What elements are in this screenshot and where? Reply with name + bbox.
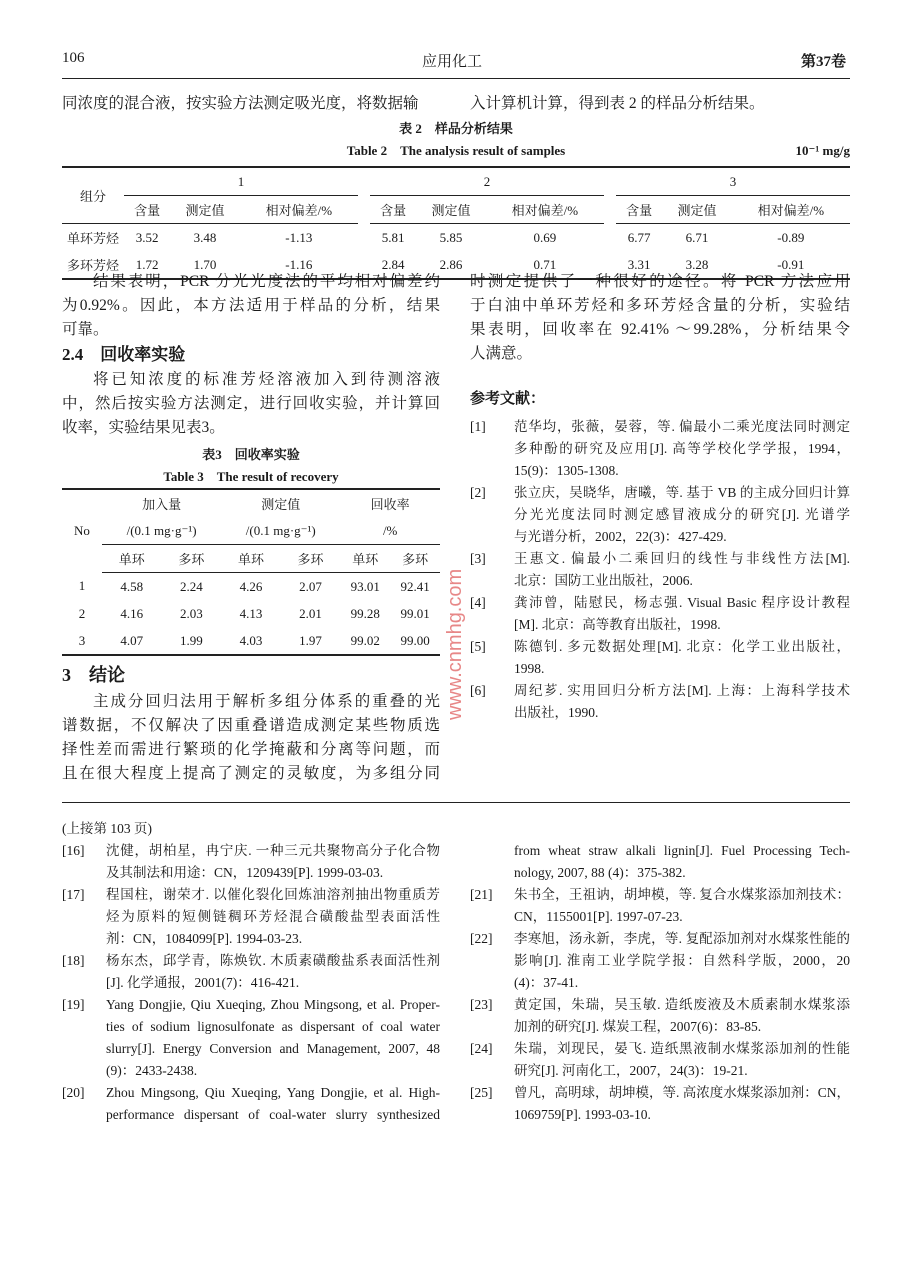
table-cell: 5.81: [381, 229, 405, 245]
reference-line: nology, 2007, 88 (4)：375-382.: [514, 865, 686, 880]
table-2-subheader: 测定值: [170, 196, 239, 224]
paragraph-line: 时测定提供了一种很好的途径。将 PCR 方法应用: [470, 273, 850, 290]
reference-line: 范华均，张薇，晏蓉，等. 偏最小二乘光度法同时测定: [514, 419, 850, 434]
table-cell: 99.28: [350, 605, 380, 621]
reference-line: 朱书全，王祖讷，胡坤模，等. 复合水煤浆添加剂技术：: [514, 887, 850, 902]
reference-item: [62, 1082, 440, 1126]
reference-item: [62, 884, 440, 950]
table-cell: 3.31: [627, 256, 651, 272]
reference-item: [470, 636, 850, 680]
reference-number: [18]: [62, 953, 85, 968]
reference-item: [470, 884, 850, 928]
group-unit: /(0.1 mg·g⁻¹): [221, 517, 340, 545]
group-label: 加入量: [142, 497, 182, 512]
reference-line: 影响[J]. 淮南工业学院学报：自然科学版，2000，20: [514, 953, 850, 968]
table-cell: 2.07: [299, 578, 322, 594]
row-label: 多环芳烃: [66, 258, 119, 273]
table-cell: 1.70: [193, 256, 217, 272]
paragraph-line: 于白油中单环芳烃和多环芳烃含量的分析，实验结: [470, 297, 850, 314]
journal-name: 应用化工: [421, 54, 482, 70]
paragraph-line: 主成分回归法用于解析多组分体系的重叠的光: [93, 693, 440, 710]
reference-number: [3]: [470, 551, 486, 566]
paragraph-line: 果表明，回收率在 92.41% ～99.28%，分析结果令: [470, 321, 850, 338]
group-unit: /%: [340, 517, 440, 545]
reference-item: [470, 548, 850, 592]
reference-number: [6]: [470, 683, 486, 698]
table-3-title-cn: 表3 回收率实验: [202, 447, 300, 462]
reference-number: [5]: [470, 639, 486, 654]
section-heading-2-4: 2.4 回收率实验: [62, 345, 186, 364]
table-cell: 99.02: [350, 632, 380, 648]
reference-line: 与光谱分析，2002，22(3)：427-429.: [514, 529, 727, 544]
intro-right: 入计算机计算，得到表 2 的样品分析结果。: [470, 95, 765, 112]
table-3: [62, 444, 440, 656]
table-2-subheader: 测定值: [416, 196, 485, 224]
intro-left: 同浓度的混合液，按实验方法测定吸光度，将数据输: [62, 95, 419, 112]
table-row: [62, 224, 850, 252]
reference-item: [62, 950, 440, 994]
table-cell: 2.01: [299, 605, 322, 621]
table-3-subheader: 多环: [162, 545, 222, 573]
table-2-subheader: 测定值: [662, 196, 731, 224]
table-2-subheader: 含量: [616, 196, 662, 224]
table-cell: 4.16: [120, 605, 144, 621]
row-label: 单环芳烃: [66, 231, 119, 246]
table-2-subheader: 含量: [124, 196, 170, 224]
reference-line: [J]. 化学通报，2001(7)：416-421.: [106, 975, 300, 990]
table-cell: 3.52: [135, 229, 159, 245]
reference-number: [1]: [470, 419, 486, 434]
header-rule: [62, 78, 850, 79]
group-label: 回收率: [370, 497, 410, 512]
table-cell: 4.26: [239, 578, 263, 594]
reference-item: [470, 1082, 850, 1126]
table-3-subheader: 多环: [281, 545, 341, 573]
page-number: 106: [62, 50, 85, 66]
reference-line: [M]. 北京：高等教育出版社，1998.: [514, 617, 721, 632]
table-cell: -1.16: [285, 256, 313, 272]
continued-left: [62, 818, 440, 1126]
reference-line: 多种酚的研究及应用[J]. 高等学校化学学报，1994，: [514, 441, 850, 456]
section-heading-3: 3 结论: [62, 665, 125, 685]
table-2-title-cn: 表 2 样品分析结果: [399, 121, 513, 136]
table-cell: 4.13: [239, 605, 263, 621]
reference-line: ties of sodium lignosulfonate as dispersant of coal water: [106, 1019, 440, 1034]
reference-number: [21]: [470, 887, 493, 902]
reference-line: 出版社，1990.: [514, 705, 599, 720]
group-unit: /(0.1 mg·g⁻¹): [102, 517, 221, 545]
reference-item: [62, 994, 440, 1082]
watermark: www.cnmhg.com: [444, 568, 466, 720]
reference-line: 曾凡，高明球，胡坤模，等. 高浓度水煤浆添加剂：CN，: [514, 1085, 851, 1100]
table-cell: 4.03: [239, 632, 263, 648]
table-3-subheader: 单环: [221, 545, 281, 573]
reference-line: slurry[J]. Energy Conversion and Management, 2007, 48: [106, 1041, 440, 1056]
table-cell: 2.03: [180, 605, 203, 621]
reference-line: 沈健，胡柏星，冉宁庆. 一种三元共聚物高分子化合物: [106, 843, 440, 858]
paragraph-line: 择性差而需进行繁琐的化学掩蔽和分离等问题，而: [62, 741, 440, 758]
paragraph-line: 中，然后按实验方法测定，进行回收实验，并计算回: [62, 395, 440, 412]
table-row: [62, 600, 440, 627]
paragraph-line: 人满意。: [470, 345, 533, 362]
row-no: 2: [78, 605, 86, 621]
table-2-subheader: 含量: [370, 196, 416, 224]
table-cell: 3.48: [193, 229, 217, 245]
table-3-grid: [62, 488, 440, 656]
no-header: No: [74, 523, 90, 539]
reference-line: 及其制法和用途：CN，1209439[P]. 1999-03-03.: [106, 865, 384, 880]
reference-line: 龚沛曾，陆慰民，杨志强. Visual Basic 程序设计教程: [514, 595, 850, 610]
group-label: 测定值: [261, 497, 301, 512]
table-2-group: 1: [124, 167, 358, 196]
reference-line: 剂：CN，1084099[P]. 1994-03-23.: [106, 931, 303, 946]
table-cell: 6.77: [627, 229, 651, 245]
continued-note: (上接第 103 页): [62, 821, 152, 836]
reference-number: [24]: [470, 1041, 493, 1056]
right-column: [470, 270, 850, 724]
table-cell: -1.13: [285, 229, 313, 245]
table-cell: 6.71: [685, 229, 709, 245]
reference-number: [17]: [62, 887, 85, 902]
row-no: 1: [78, 578, 86, 594]
reference-line: Zhou Mingsong, Qiu Xueqing, Yang Dongjie, et al. High-: [106, 1085, 440, 1100]
table-cell: 1.72: [135, 256, 159, 272]
table-cell: 99.01: [400, 605, 430, 621]
table-cell: -0.91: [777, 256, 805, 272]
reference-number: [25]: [470, 1085, 493, 1100]
table-cell: 1.99: [180, 632, 203, 648]
reference-item: [62, 840, 440, 884]
left-column: [62, 270, 440, 786]
reference-number: [20]: [62, 1085, 85, 1100]
reference-line: (4)：37-41.: [514, 975, 579, 990]
volume: 第37卷: [800, 54, 846, 70]
paragraph-line: 为0.92%。因此，本方法适用于样品的分析，结果: [62, 297, 440, 314]
table-cell: 5.85: [439, 229, 463, 245]
table-cell: 4.58: [120, 578, 144, 594]
reference-line: 陈德钊. 多元数据处理[M]. 北京：化学工业出版社，: [514, 639, 850, 654]
section-divider: [62, 802, 850, 803]
table-3-subheader: 单环: [102, 545, 162, 573]
reference-number: [4]: [470, 595, 486, 610]
table-2: [62, 118, 850, 280]
reference-line: 黄定国，朱瑞，吴玉敏. 造纸废液及木质素制水煤浆添: [514, 997, 850, 1012]
reference-number: [22]: [470, 931, 493, 946]
table-cell: 1.97: [299, 632, 322, 648]
reference-item: [470, 1038, 850, 1082]
reference-item: [470, 592, 850, 636]
table-2-title-en: Table 2 The analysis result of samples: [346, 143, 566, 158]
reference-line: 程国柱，谢荣才. 以催化裂化回炼油溶剂抽出物重质芳: [106, 887, 440, 902]
reference-line: 王惠文. 偏最小二乘回归的线性与非线性方法[M].: [514, 551, 850, 566]
paragraph-line: 谱数据，不仅解决了因重叠谱造成测定某些物质选: [62, 717, 440, 734]
reference-line: Yang Dongjie, Qiu Xueqing, Zhou Mingsong, et al. Proper-: [106, 997, 440, 1012]
table-2-subheader: 相对偏差/%: [486, 196, 604, 224]
table-cell: 92.41: [400, 578, 430, 594]
table-2-subheader: 相对偏差/%: [732, 196, 850, 224]
reference-number: [16]: [62, 843, 85, 858]
table-3-subheader: 单环: [340, 545, 390, 573]
reference-line: 分光光度法同时测定感冒液成分的研究[J]. 光谱学: [514, 507, 850, 522]
row-no: 3: [78, 632, 86, 648]
reference-line: CN，1155001[P]. 1997-07-23.: [514, 909, 683, 924]
table-3-title-en: Table 3 The result of recovery: [163, 469, 339, 484]
reference-line: 15(9)：1305-1308.: [514, 463, 619, 478]
reference-line: 1998.: [514, 661, 545, 676]
reference-item: [470, 680, 850, 724]
table-cell: 93.01: [350, 578, 380, 594]
table-2-row-header: 组分: [62, 167, 124, 224]
reference-line: 烃为原料的短侧链稠环芳烃混合磺酸盐型表面活性: [106, 909, 440, 924]
table-cell: 99.00: [400, 632, 430, 648]
reference-line: 研究[J]. 河南化工，2007，24(3)：19-21.: [514, 1063, 748, 1078]
reference-item: [470, 928, 850, 994]
reference-line: 杨东杰，邱学青，陈焕钦. 木质素磺酸盐系表面活性剂: [106, 953, 440, 968]
paragraph-line: 可靠。: [62, 321, 109, 338]
paragraph-line: 收率，实验结果见表3。: [62, 419, 225, 436]
reference-line: 周纪芗. 实用回归分析方法[M]. 上海：上海科学技术: [514, 683, 850, 698]
paragraph-line: 且在很大程度上提高了测定的灵敏度，为多组分同: [62, 765, 440, 782]
reference-line: from wheat straw alkali lignin[J]. Fuel Processing Tech-: [514, 843, 850, 858]
reference-line: 张立庆，吴晓华，唐曦，等. 基于 VB 的主成分回归计算: [514, 485, 850, 500]
table-row: [62, 627, 440, 655]
reference-line: 1069759[P]. 1993-03-10.: [514, 1107, 651, 1122]
reference-line: 李寒旭，汤永新，李虎，等. 复配添加剂对水煤浆性能的: [514, 931, 850, 946]
table-cell: 2.86: [439, 256, 463, 272]
table-cell: 4.07: [120, 632, 144, 648]
table-2-group: 2: [370, 167, 604, 196]
table-2-unit: 10⁻¹ mg/g: [795, 143, 850, 158]
reference-line: (9)：2433-2438.: [106, 1063, 198, 1078]
table-cell: 0.69: [533, 229, 557, 245]
table-cell: -0.89: [777, 229, 805, 245]
reference-number: [2]: [470, 485, 486, 500]
table-cell: 2.24: [180, 578, 203, 594]
references-title: 参考文献：: [470, 391, 546, 407]
table-2-grid: [62, 166, 850, 280]
reference-line: 朱瑞，刘现民，晏飞. 造纸黑液制水煤浆添加剂的性能: [514, 1041, 850, 1056]
reference-item: [470, 416, 850, 482]
table-cell: 2.84: [381, 256, 405, 272]
table-3-subheader: 多环: [390, 545, 440, 573]
reference-line: 北京：国防工业出版社，2006.: [514, 573, 693, 588]
paragraph-line: 将已知浓度的标准芳烃溶液加入到待测溶液: [93, 371, 440, 388]
reference-item: [470, 994, 850, 1038]
reference-item: [470, 482, 850, 548]
continued-right: [470, 840, 850, 1126]
reference-number: [23]: [470, 997, 493, 1012]
table-row: [62, 573, 440, 601]
reference-number: [19]: [62, 997, 85, 1012]
table-2-group: 3: [616, 167, 850, 196]
table-2-subheader: 相对偏差/%: [240, 196, 358, 224]
paragraph-line: 结果表明，PCR 分光光度法的平均相对偏差约: [93, 273, 440, 290]
reference-line: performance dispersant of coal-water slurry synthesized: [106, 1107, 440, 1122]
table-cell: 3.28: [685, 256, 709, 272]
table-cell: 0.71: [533, 256, 557, 272]
reference-line: 加剂的研究[J]. 煤炭工程，2007(6)：83-85.: [514, 1019, 762, 1034]
